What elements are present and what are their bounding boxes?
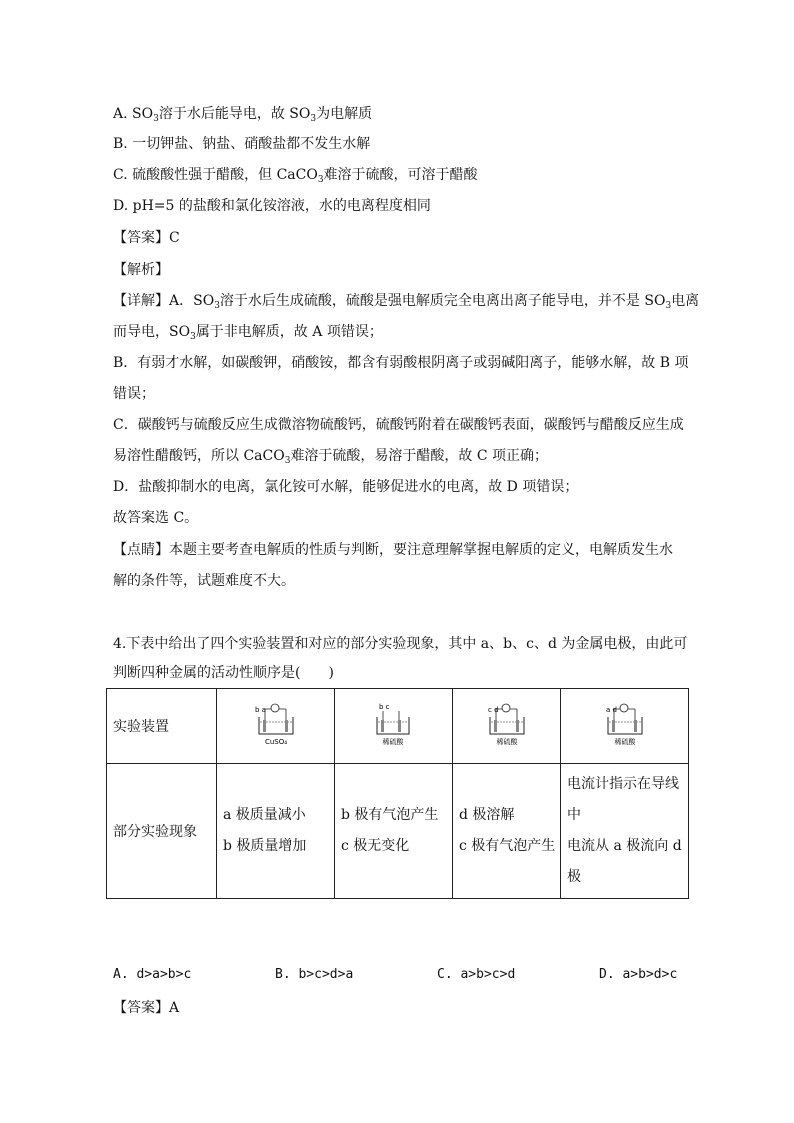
option-c: C. 硫酸酸性强于醋酸，但 CaCO$_3$难溶于硫酸，可溶于醋酸 xyxy=(113,167,478,185)
observation-text: c 极有气泡产生 xyxy=(459,838,556,854)
observation-text: 极 xyxy=(567,869,581,885)
answer-q4: 【答案】A xyxy=(113,1000,180,1016)
comment-line-1: 【点睛】本题主要考查电解质的性质与判断，要注意理解掌握电解质的定义，电解质发生水 xyxy=(113,542,673,558)
observation-text: 电流计指示在导线 xyxy=(567,776,679,792)
observation-text: d 极溶解 xyxy=(459,807,515,823)
question-4-line-2: 判断四种金属的活动性顺序是( ) xyxy=(113,665,334,681)
observation-text: a 极质量减小 xyxy=(223,807,306,823)
svg-text:c d: c d xyxy=(487,706,499,714)
observation-cell-1 xyxy=(217,764,335,899)
row-label-setup: 实验装置 xyxy=(107,689,217,764)
galvanic-cell-diagram-3 xyxy=(482,701,532,747)
setup-cell-2 xyxy=(335,689,453,764)
setup-cell-4 xyxy=(561,689,689,764)
observation-text: b 极有气泡产生 xyxy=(341,807,439,823)
observation-cell-3 xyxy=(453,764,561,899)
observation-text: c 极无变化 xyxy=(341,838,410,854)
choice-c: C. a>b>c>d xyxy=(437,967,516,982)
observation-text: 中 xyxy=(567,807,581,823)
setup-cell-1 xyxy=(217,689,335,764)
svg-text:CuSO₄: CuSO₄ xyxy=(264,738,287,746)
detail-line-3: B．有弱才水解，如碳酸钾，硝酸铵，都含有弱酸根阴离子或弱碱阳离子，能够水解，故 B 项 xyxy=(113,355,689,371)
detail-line-4: 错误； xyxy=(113,386,155,402)
experiment-table xyxy=(106,688,689,899)
comment-line-2: 解的条件等，试题难度不大。 xyxy=(113,573,295,589)
answer-q3: 【答案】C xyxy=(113,230,180,246)
option-b: B. 一切钾盐、钠盐、硝酸盐都不发生水解 xyxy=(113,136,371,152)
detail-line-2: 而导电，$SO_3$属于非电解质，故 A 项错误； xyxy=(113,324,383,342)
svg-text:稀硫酸: 稀硫酸 xyxy=(382,738,403,746)
observation-cell-2 xyxy=(335,764,453,899)
svg-text:a d: a d xyxy=(605,706,617,714)
svg-text:b a: b a xyxy=(254,706,266,714)
detail-line-5: C．碳酸钙与硫酸反应生成微溶物硫酸钙，硫酸钙附着在碳酸钙表面，碳酸钙与醋酸反应生成 xyxy=(113,417,684,433)
setup-cell-3 xyxy=(453,689,561,764)
option-a: A. $SO_3$溶于水后能导电，故 $SO_3$为电解质 xyxy=(113,106,373,124)
row-label-observations: 部分实验现象 xyxy=(107,764,217,899)
detail-line-1: 【详解】A．$SO_3$溶于水后生成硫酸，硫酸是强电解质完全电离出离子能导电，并不是 $SO_3$电离 xyxy=(113,293,700,311)
choice-a: A. d>a>b>c xyxy=(113,967,192,982)
detail-line-6: 易溶性醋酸钙，所以 CaCO$_3$难溶于硫酸，易溶于醋酸，故 C 项正确； xyxy=(113,448,549,466)
observation-cell-4 xyxy=(561,764,689,899)
observation-text: 电流从 a 极流向 d xyxy=(567,838,682,854)
choice-b: B. b>c>d>a xyxy=(275,967,354,982)
detail-line-7: D．盐酸抑制水的电离，氯化铵可水解，能够促进水的电离，故 D 项错误； xyxy=(113,479,579,495)
table-row-setup xyxy=(107,689,689,764)
option-d: D. pH=5 的盐酸和氯化铵溶液，水的电离程度相同 xyxy=(113,198,431,214)
analysis-heading: 【解析】 xyxy=(113,262,169,278)
question-4-line-1: 4.下表中给出了四个实验装置和对应的部分实验现象，其中 a、b、c、d 为金属电极，由此可 xyxy=(113,636,688,652)
svg-text:b c: b c xyxy=(378,703,390,711)
choice-d: D. a>b>d>c xyxy=(599,967,678,982)
galvanic-cell-diagram-1 xyxy=(251,701,301,747)
answer-choices xyxy=(113,967,713,989)
detail-line-8: 故答案选 C。 xyxy=(113,510,199,526)
observation-text: b 极质量增加 xyxy=(223,838,307,854)
galvanic-cell-diagram-2 xyxy=(369,701,419,747)
table-row-observations xyxy=(107,764,689,899)
svg-text:稀硫酸: 稀硫酸 xyxy=(496,738,517,746)
svg-text:稀硫酸: 稀硫酸 xyxy=(614,738,635,746)
galvanic-cell-diagram-4 xyxy=(600,701,650,747)
